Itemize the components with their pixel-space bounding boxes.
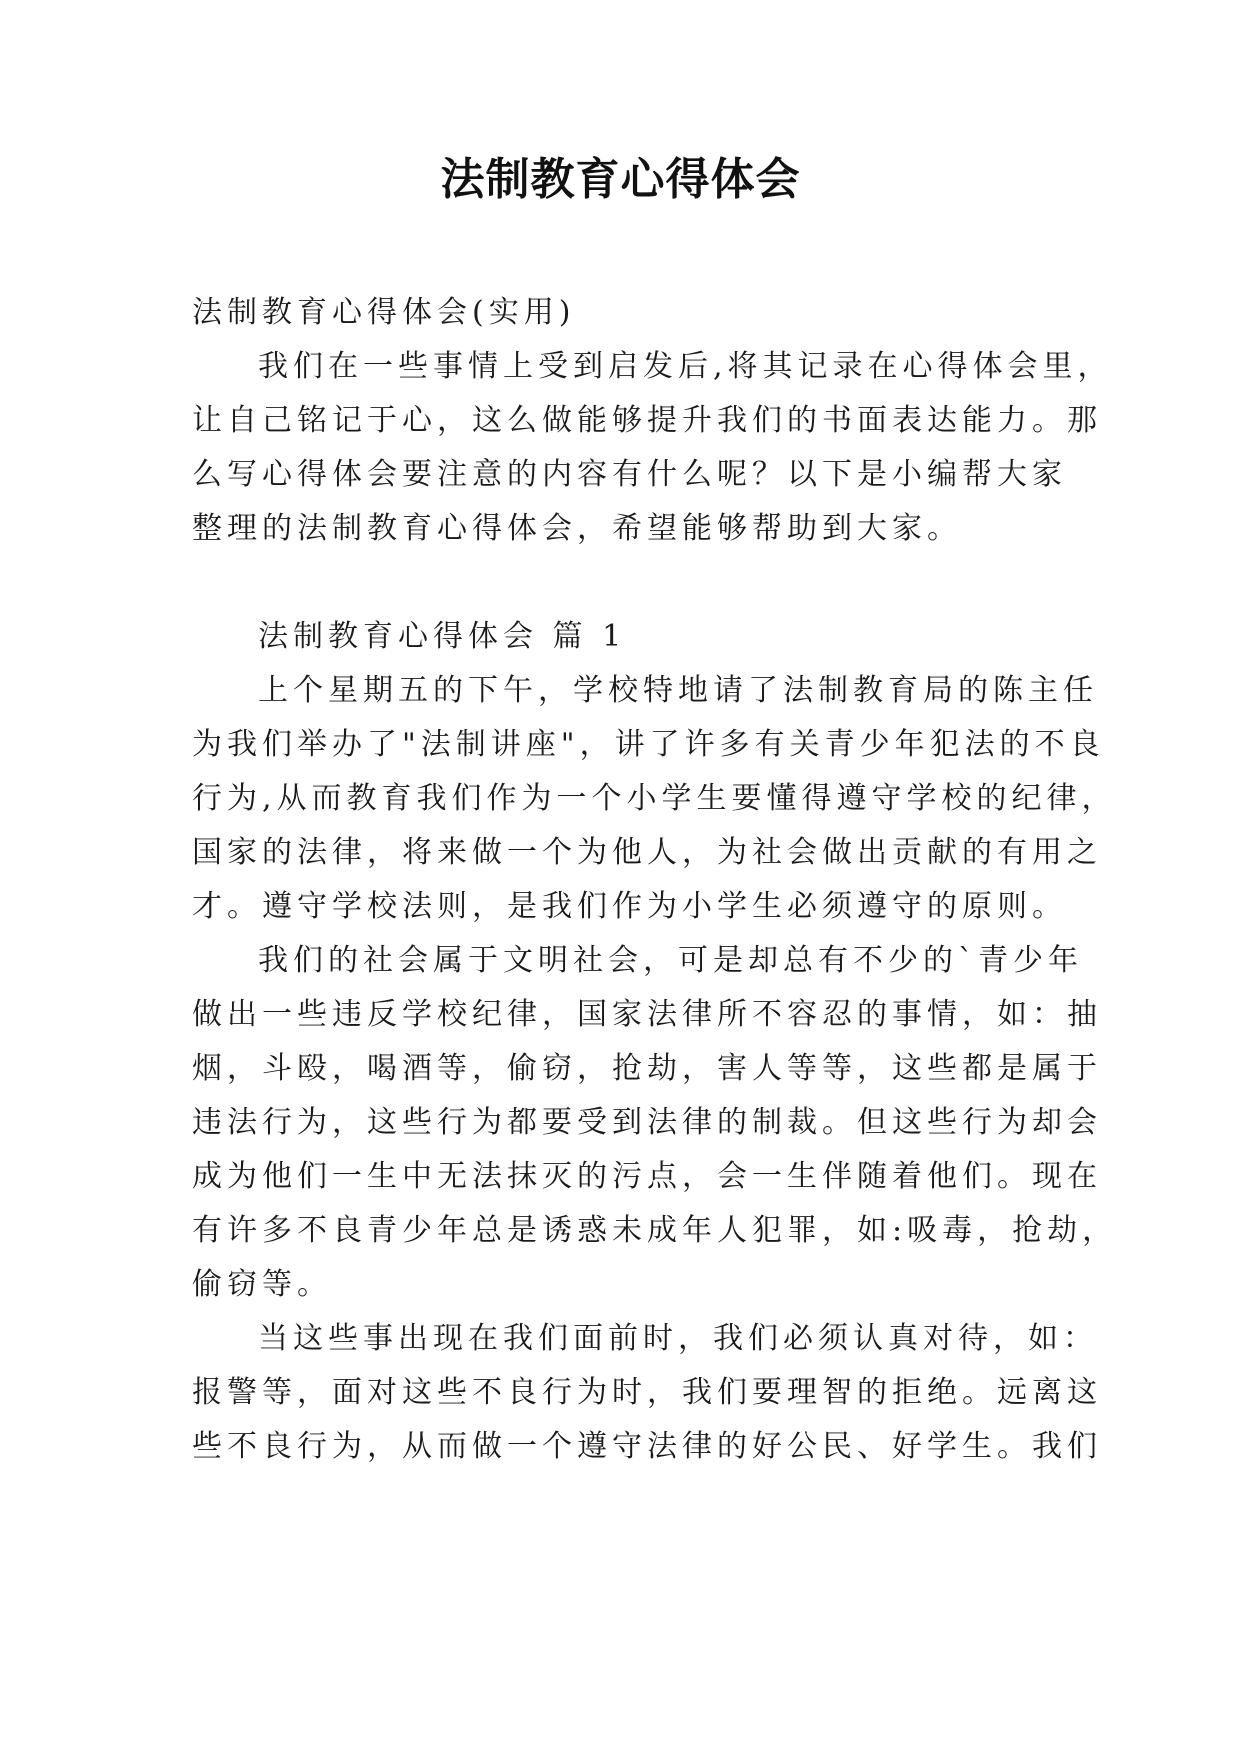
paragraph-line: 有许多不良青少年总是诱惑未成年人犯罪，如:吸毒，抢劫， [192, 1213, 1118, 1248]
paragraph-line: 让自己铭记于心，这么做能够提升我们的书面表达能力。那 [192, 403, 1102, 438]
intro-paragraph [192, 340, 1113, 556]
paragraph-line: 成为他们一生中无法抹灭的污点，会一生伴随着他们。现在 [192, 1159, 1102, 1194]
paragraph-line: 些不良行为，从而做一个遵守法律的好公民、好学生。我们 [192, 1429, 1102, 1464]
paragraph-line: 为我们举办了"法制讲座"，讲了许多有关青少年犯法的不良 [192, 727, 1105, 762]
paragraph-line: 当这些事出现在我们面前时，我们必须认真对待，如： [258, 1321, 1098, 1356]
paragraph-line: 违法行为，这些行为都要受到法律的制裁。但这些行为却会 [192, 1105, 1102, 1140]
paragraph-line: 报警等，面对这些不良行为时，我们要理智的拒绝。远离这 [192, 1375, 1102, 1410]
paragraph-line: 整理的法制教育心得体会，希望能够帮助到大家。 [192, 511, 962, 546]
paragraph-1 [192, 664, 1117, 934]
paragraph-2 [192, 934, 1118, 1312]
paragraph-line: 我们的社会属于文明社会，可是却总有不少的`青少年 [258, 943, 1083, 978]
paragraph-line: 烟，斗殴，喝酒等，偷窃，抢劫，害人等等，这些都是属于 [192, 1051, 1102, 1086]
paragraph-line: 偷窃等。 [192, 1267, 332, 1302]
paragraph-line: 才。遵守学校法则，是我们作为小学生必须遵守的原则。 [192, 889, 1067, 924]
paragraph-line: 国家的法律，将来做一个为他人，为社会做出贡献的有用之 [192, 835, 1102, 870]
spacer [192, 556, 1072, 610]
document-body [192, 286, 1118, 1474]
document-title: 法制教育心得体会 [440, 154, 801, 205]
paragraph-3 [192, 1312, 1102, 1474]
paragraph-line: 上个星期五的下午，学校特地请了法制教育局的陈主任 [258, 673, 1098, 708]
document-subtitle: 法制教育心得体会(实用) [192, 295, 576, 330]
paragraph-line: 做出一些违反学校纪律，国家法律所不容忍的事情，如：抽 [192, 997, 1102, 1032]
paragraph-line: 么写心得体会要注意的内容有什么呢？以下是小编帮大家 [192, 457, 1067, 492]
section-heading: 法制教育心得体会 篇 1 [258, 619, 627, 654]
paragraph-line: 行为,从而教育我们作为一个小学生要懂得遵守学校的纪律， [192, 781, 1117, 816]
paragraph-line: 我们在一些事情上受到启发后,将其记录在心得体会里， [258, 349, 1113, 384]
